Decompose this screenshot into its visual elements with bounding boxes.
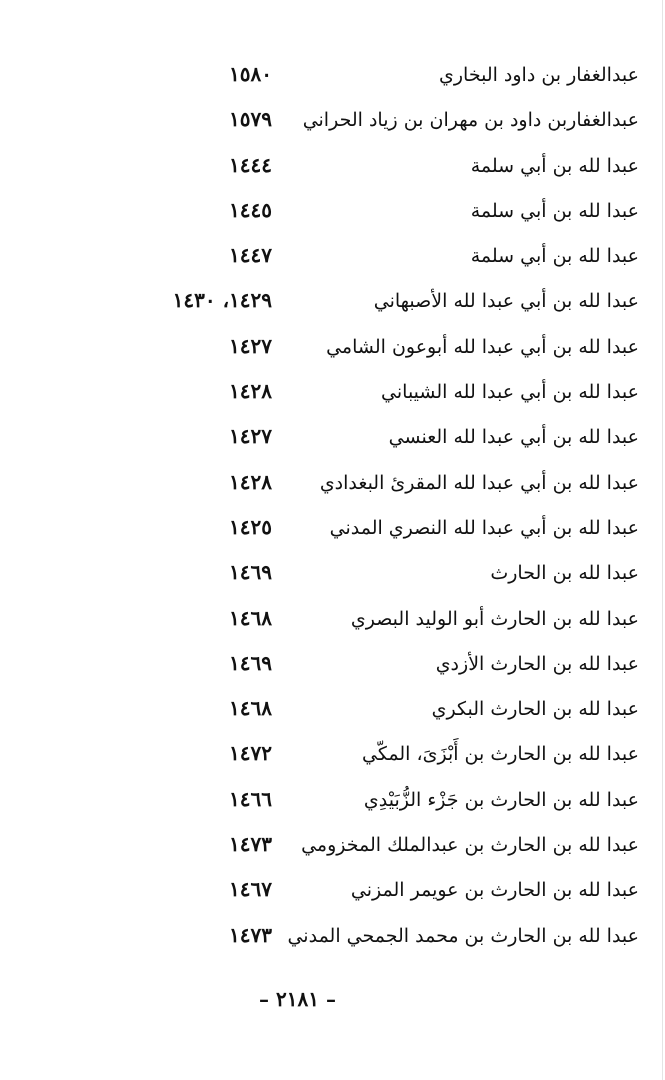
entry-number: ١٤٦٩ [229, 560, 272, 585]
index-entry [0, 600, 665, 645]
entry-number: ١٤٢٩، ١٤٣٠ [172, 288, 272, 313]
entry-number: ١٤٦٩ [229, 650, 272, 675]
entry-number: ١٤٦٦ [229, 786, 272, 811]
entry-name: عبدا لله بن الحارث أبو الوليد البصري [350, 607, 639, 630]
index-entry [0, 464, 665, 509]
index-entry [0, 826, 665, 871]
index-entry [0, 871, 665, 916]
index-entries [0, 56, 665, 962]
entry-number: ١٤٤٥ [229, 197, 272, 222]
entry-name: عبدا لله بن أبي سلمة [470, 154, 639, 177]
index-entry [0, 56, 665, 101]
entry-number: ١٤٢٧ [229, 424, 272, 449]
index-entry [0, 554, 665, 599]
entry-name: عبدا لله بن الحارث بن عبدالملك المخزومي [301, 834, 639, 857]
entry-number: ١٤٦٨ [229, 605, 272, 630]
index-entry [0, 509, 665, 554]
entry-number: ١٤٦٨ [229, 696, 272, 721]
index-entry [0, 917, 665, 962]
entry-name: عبدا لله بن أبي عبدا لله الشيباني [381, 381, 639, 404]
entry-name: عبدا لله بن أبي عبدا لله العنسي [388, 426, 639, 449]
entry-number: ١٤٤٤ [229, 152, 272, 177]
entry-name: عبدا لله بن أبي عبدا لله النصري المدني [329, 516, 639, 539]
index-entry [0, 282, 665, 327]
entry-number: ١٥٨٠ [229, 62, 272, 86]
page-number: – ٢١٨١ – [259, 987, 336, 1011]
index-entry [0, 735, 665, 780]
entry-number: ١٤٢٧ [229, 333, 272, 358]
index-entry [0, 373, 665, 418]
entry-number: ١٤٢٨ [229, 379, 272, 404]
entry-number: ١٥٧٩ [229, 107, 272, 132]
entry-name: عبدا لله بن الحارث [490, 562, 639, 585]
entry-name: عبدا لله بن الحارث بن عويمر المزني [350, 879, 639, 902]
entry-name: عبدا لله بن الحارث بن محمد الجمحي المدني [287, 924, 639, 947]
entry-name: عبدا لله بن أبي عبدا لله المقرئ البغدادي [319, 471, 639, 494]
entry-number: ١٤٢٨ [229, 469, 272, 494]
entry-name: عبدا لله بن أبي عبدا لله الأصبهاني [373, 290, 639, 313]
entry-number: ١٤٧٣ [229, 832, 272, 857]
entry-number: ١٤٦٧ [229, 877, 272, 902]
entry-number: ١٤٤٧ [229, 243, 272, 268]
index-entry [0, 690, 665, 735]
entry-number: ١٤٧٣ [229, 922, 272, 947]
index-entry [0, 147, 665, 192]
index-entry [0, 192, 665, 237]
entry-name: عبدا لله بن أبي سلمة [470, 245, 639, 268]
entry-name: عبدالغفاربن داود بن مهران بن زياد الحراني [302, 109, 639, 132]
entry-name: عبدا لله بن الحارث بن جَزْء الزُّبَيْدِي [363, 788, 639, 811]
entry-name: عبدا لله بن الحارث البكري [431, 698, 639, 721]
entry-name: عبدا لله بن الحارث بن أَبْزَىَ، المكّي [362, 743, 639, 766]
entry-name: عبدا لله بن الحارث الأزدي [435, 652, 639, 675]
entry-name: عبدا لله بن أبي عبدا لله أبوعون الشامي [326, 335, 639, 358]
entry-name: عبدا لله بن أبي سلمة [470, 199, 639, 222]
entry-number: ١٤٢٥ [229, 514, 272, 539]
entry-name: عبدالغفار بن داود البخاري [438, 64, 639, 86]
index-entry [0, 645, 665, 690]
index-entry [0, 328, 665, 373]
entry-number: ١٤٧٢ [229, 741, 272, 766]
index-entry [0, 781, 665, 826]
index-entry [0, 418, 665, 463]
index-entry [0, 101, 665, 146]
index-entry [0, 237, 665, 282]
